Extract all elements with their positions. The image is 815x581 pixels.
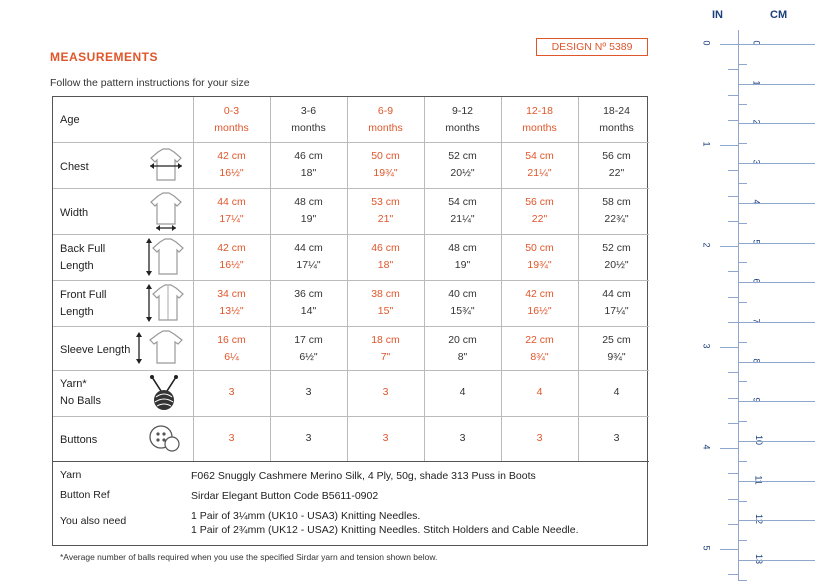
table-cell: 44 cm 17¼" bbox=[294, 242, 323, 271]
table-cell: 3 bbox=[228, 432, 235, 444]
table-cell: 3 bbox=[305, 386, 312, 398]
back-length-icon bbox=[146, 236, 186, 278]
ruler-cm-number: 9 bbox=[751, 397, 762, 403]
table-cell: 4 bbox=[613, 386, 620, 398]
table-cell: 42 cm 16½" bbox=[217, 150, 246, 179]
table-cell: 52 cm 20½" bbox=[602, 242, 631, 271]
size-header: 9-12 months bbox=[445, 105, 480, 134]
table-cell: 50 cm 19¾" bbox=[371, 150, 400, 179]
table-cell: 4 bbox=[459, 386, 466, 398]
table-cell: 3 bbox=[536, 432, 543, 444]
button-ref-label: Button Ref bbox=[60, 489, 110, 501]
table-cell: 52 cm 20½" bbox=[448, 150, 477, 179]
front-length-icon bbox=[146, 282, 186, 324]
ruler-cm-number: 7 bbox=[751, 318, 762, 324]
table-cell: 3 bbox=[382, 386, 389, 398]
button-ref-value: Sirdar Elegant Button Code B5611-0902 bbox=[191, 490, 379, 502]
table-cell: 3 bbox=[228, 386, 235, 398]
yarn-value: F062 Snuggly Cashmere Merino Silk, 4 Ply, 50g, shade 313 Puss in Boots bbox=[191, 470, 536, 482]
table-cell: 20 cm 8" bbox=[448, 334, 477, 363]
size-header: 0-3 months bbox=[214, 105, 249, 134]
ruler-inch-number: 0 bbox=[701, 40, 712, 46]
table-cell: 53 cm 21" bbox=[371, 196, 400, 225]
row-label-width: Width bbox=[60, 207, 89, 219]
ruler-inch-number: 2 bbox=[701, 242, 712, 248]
table-cell: 4 bbox=[536, 386, 543, 398]
table-cell: 48 cm 19" bbox=[294, 196, 323, 225]
ruler-inch-number: 4 bbox=[701, 444, 712, 450]
table-cell: 3 bbox=[613, 432, 620, 444]
table-cell: 38 cm 15" bbox=[371, 288, 400, 317]
size-header: 18-24 months bbox=[599, 105, 634, 134]
row-label-sleeve-length: Sleeve Length bbox=[60, 344, 131, 356]
ruler-cm-number: 3 bbox=[751, 159, 762, 165]
table-cell: 42 cm 16½" bbox=[217, 242, 246, 271]
width-icon bbox=[146, 192, 186, 232]
measuring-ruler bbox=[690, 0, 815, 580]
ruler-cm-number: 4 bbox=[751, 199, 762, 205]
yarn-ball-icon bbox=[146, 375, 184, 413]
table-cell: 44 cm 17¼" bbox=[602, 288, 631, 317]
sleeve-length-icon bbox=[136, 329, 186, 367]
size-header: 12-18 months bbox=[522, 105, 557, 134]
measurements-table bbox=[52, 96, 648, 546]
ruler-inch-number: 5 bbox=[701, 545, 712, 551]
ruler-cm-number: 13 bbox=[754, 554, 765, 565]
footnote: *Average number of balls required when you use the specified Sirdar yarn and tension shown below. bbox=[60, 552, 438, 562]
ruler-in-label: IN bbox=[712, 9, 723, 21]
table-cell: 22 cm 8¾" bbox=[525, 334, 554, 363]
table-cell: 17 cm 6½" bbox=[294, 334, 323, 363]
ruler-inch-number: 1 bbox=[701, 141, 712, 147]
row-label-back-length: Back Full Length bbox=[60, 243, 106, 272]
table-cell: 44 cm 17¼" bbox=[217, 196, 246, 225]
ruler-cm-number: 5 bbox=[751, 238, 762, 245]
table-cell: 46 cm 18" bbox=[371, 242, 400, 271]
table-cell: 3 bbox=[305, 432, 312, 444]
table-cell: 3 bbox=[459, 432, 466, 444]
table-cell: 3 bbox=[382, 432, 389, 444]
yarn-label: Yarn bbox=[60, 469, 82, 481]
table-cell: 40 cm 15¾" bbox=[448, 288, 477, 317]
ruler-cm-number: 0 bbox=[751, 40, 762, 46]
ruler-cm-label: CM bbox=[770, 9, 788, 21]
table-cell: 25 cm 9¾" bbox=[602, 334, 631, 363]
chest-icon bbox=[146, 146, 186, 184]
row-label-front-length: Front Full Length bbox=[60, 289, 107, 318]
ruler-cm-number: 10 bbox=[754, 434, 765, 446]
table-cell: 36 cm 14" bbox=[294, 288, 323, 317]
table-cell: 56 cm 22" bbox=[525, 196, 554, 225]
ruler-cm-number: 2 bbox=[751, 119, 762, 125]
table-cell: 18 cm 7" bbox=[371, 334, 400, 363]
page-title: MEASUREMENTS bbox=[50, 50, 159, 64]
table-cell: 46 cm 18" bbox=[294, 150, 323, 179]
design-number-badge: DESIGN Nº 5389 bbox=[536, 38, 648, 56]
also-need-label: You also need bbox=[60, 515, 127, 527]
table-cell: 54 cm 21¼" bbox=[448, 196, 477, 225]
table-cell: 42 cm 16½" bbox=[525, 288, 554, 317]
ruler-cm-number: 1 bbox=[751, 80, 762, 86]
ruler-cm-number: 12 bbox=[754, 514, 765, 525]
table-cell: 34 cm 13½" bbox=[217, 288, 246, 317]
ruler-cm-number: 8 bbox=[751, 358, 762, 364]
ruler-inch-number: 3 bbox=[701, 343, 712, 349]
table-cell: 48 cm 19" bbox=[448, 242, 477, 271]
size-header: 6-9 months bbox=[368, 105, 403, 134]
table-cell: 16 cm 6¼ bbox=[217, 334, 246, 363]
button-icon bbox=[148, 424, 182, 454]
size-header: 3-6 months bbox=[291, 105, 326, 134]
row-label-buttons: Buttons bbox=[60, 434, 98, 446]
ruler-cm-number: 6 bbox=[751, 278, 762, 284]
table-cell: 58 cm 22¾" bbox=[602, 196, 631, 225]
table-cell: 54 cm 21¼" bbox=[525, 150, 554, 179]
also-need-value: 1 Pair of 3¼mm (UK10 - USA3) Knitting Needles. 1 Pair of 2¾mm (UK12 - USA2) Knitting Needles. Stitch Holders and Cable Needle. bbox=[191, 510, 579, 536]
page-subtitle: Follow the pattern instructions for your size bbox=[50, 77, 250, 89]
ruler-cm-number: 11 bbox=[753, 475, 764, 485]
table-cell: 50 cm 19¾" bbox=[525, 242, 554, 271]
table-cell: 56 cm 22" bbox=[602, 150, 631, 179]
age-label: Age bbox=[60, 114, 80, 126]
row-label-yarn-balls: Yarn* No Balls bbox=[60, 378, 101, 407]
row-label-chest: Chest bbox=[60, 161, 89, 173]
